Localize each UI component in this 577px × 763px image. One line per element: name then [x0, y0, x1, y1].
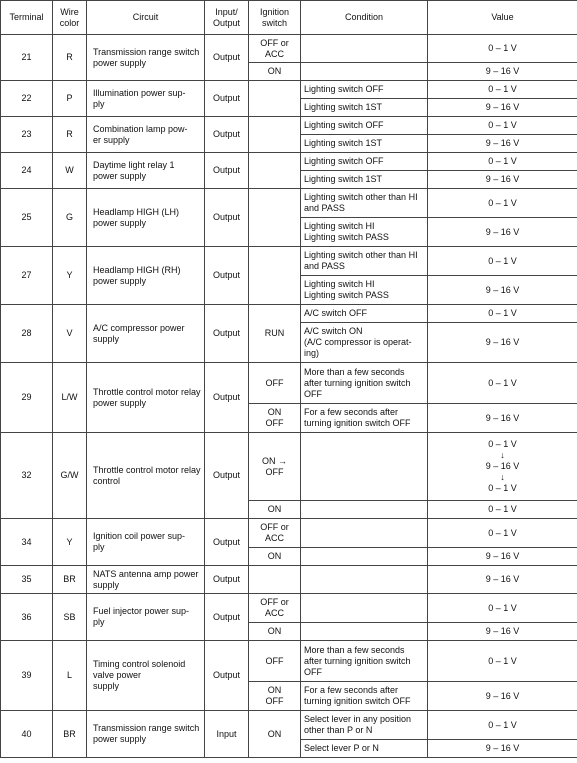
value-cell: 0 – 1 V: [428, 117, 577, 135]
value-cell: 9 – 16 V: [428, 135, 577, 153]
table-row: [1, 641, 577, 682]
ignition-switch-cell: ON: [249, 63, 301, 81]
wire-color-cell: SB: [53, 594, 87, 641]
table-row: [1, 189, 577, 218]
value-cell: 0 – 1 V: [428, 35, 577, 63]
value-cell: 9 – 16 V: [428, 99, 577, 117]
value-cell: 0 – 1 V: [428, 641, 577, 682]
input-output-cell: Output: [205, 566, 249, 594]
ignition-switch-cell: RUN: [249, 305, 301, 363]
condition-cell: Lighting switch OFF: [301, 81, 428, 99]
terminal-cell: 35: [1, 566, 53, 594]
ignition-switch-cell: [249, 153, 301, 189]
header-input-output: Input/ Output: [205, 1, 249, 35]
ignition-switch-cell: [249, 566, 301, 594]
condition-cell: Lighting switch other than HI and PASS: [301, 247, 428, 276]
condition-cell: A/C switch ON (A/C compressor is operat- ing): [301, 323, 428, 363]
header-value: Value: [428, 1, 577, 35]
circuit-cell: Headlamp HIGH (RH) power supply: [87, 247, 205, 305]
input-output-cell: Output: [205, 519, 249, 566]
header-row: [1, 1, 577, 35]
table-row: [1, 81, 577, 99]
table-header: [1, 1, 577, 35]
header-condition: Condition: [301, 1, 428, 35]
input-output-cell: Output: [205, 81, 249, 117]
table-row: [1, 519, 577, 548]
input-output-cell: Output: [205, 641, 249, 711]
input-output-cell: Output: [205, 247, 249, 305]
wire-color-cell: Y: [53, 519, 87, 566]
condition-cell: [301, 623, 428, 641]
ignition-switch-cell: ON → OFF: [249, 433, 301, 501]
condition-cell: [301, 548, 428, 566]
terminal-cell: 23: [1, 117, 53, 153]
wire-color-cell: V: [53, 305, 87, 363]
ignition-switch-cell: [249, 189, 301, 247]
header-wire-color: Wire color: [53, 1, 87, 35]
table-row: [1, 117, 577, 135]
ignition-switch-cell: ON: [249, 501, 301, 519]
input-output-cell: Input: [205, 711, 249, 758]
value-cell: 9 – 16 V: [428, 63, 577, 81]
wire-color-cell: G: [53, 189, 87, 247]
condition-cell: Lighting switch 1ST: [301, 135, 428, 153]
condition-cell: [301, 594, 428, 623]
input-output-cell: Output: [205, 363, 249, 433]
value-cell: 9 – 16 V: [428, 404, 577, 433]
value-cell: 0 – 1 V: [428, 501, 577, 519]
terminal-cell: 39: [1, 641, 53, 711]
table-row: [1, 566, 577, 594]
condition-cell: Lighting switch other than HI and PASS: [301, 189, 428, 218]
wire-color-cell: P: [53, 81, 87, 117]
condition-cell: Lighting switch 1ST: [301, 99, 428, 117]
ignition-switch-cell: OFF: [249, 641, 301, 682]
ignition-switch-cell: [249, 81, 301, 117]
circuit-cell: Throttle control motor relay control: [87, 433, 205, 519]
circuit-cell: Combination lamp pow- er supply: [87, 117, 205, 153]
header-circuit: Circuit: [87, 1, 205, 35]
condition-cell: For a few seconds after turning ignition switch OFF: [301, 682, 428, 711]
value-cell: 9 – 16 V: [428, 682, 577, 711]
header-ignition-switch: Ignition switch: [249, 1, 301, 35]
value-cell: 0 – 1 V: [428, 153, 577, 171]
table-row: [1, 594, 577, 623]
wire-color-cell: BR: [53, 711, 87, 758]
value-cell: 0 – 1 V: [428, 519, 577, 548]
condition-cell: Lighting switch 1ST: [301, 171, 428, 189]
value-cell: 9 – 16 V: [428, 548, 577, 566]
table-body: [1, 35, 577, 758]
wire-color-cell: BR: [53, 566, 87, 594]
terminal-cell: 34: [1, 519, 53, 566]
table-row: [1, 305, 577, 323]
terminal-cell: 22: [1, 81, 53, 117]
table-row: [1, 363, 577, 404]
terminal-cell: 29: [1, 363, 53, 433]
value-cell: 0 – 1 V: [428, 305, 577, 323]
ignition-switch-cell: OFF or ACC: [249, 35, 301, 63]
terminal-cell: 24: [1, 153, 53, 189]
condition-cell: [301, 63, 428, 81]
table-row: [1, 153, 577, 171]
ignition-switch-cell: ON: [249, 548, 301, 566]
ignition-switch-cell: OFF: [249, 363, 301, 404]
ignition-switch-cell: ON OFF: [249, 404, 301, 433]
circuit-cell: Fuel injector power sup- ply: [87, 594, 205, 641]
value-cell: 0 – 1 V: [428, 594, 577, 623]
table-row: [1, 433, 577, 501]
terminal-cell: 27: [1, 247, 53, 305]
wire-color-cell: L/W: [53, 363, 87, 433]
circuit-cell: Throttle control motor relay power supply: [87, 363, 205, 433]
ignition-switch-cell: ON: [249, 623, 301, 641]
ignition-switch-cell: ON OFF: [249, 682, 301, 711]
condition-cell: Lighting switch OFF: [301, 153, 428, 171]
wire-color-cell: W: [53, 153, 87, 189]
condition-cell: [301, 519, 428, 548]
table-row: [1, 247, 577, 276]
ignition-switch-cell: ON: [249, 711, 301, 758]
terminal-cell: 28: [1, 305, 53, 363]
condition-cell: For a few seconds after turning ignition switch OFF: [301, 404, 428, 433]
value-cell: 0 – 1 V ↓ 9 – 16 V ↓ 0 – 1 V: [428, 433, 577, 501]
input-output-cell: Output: [205, 594, 249, 641]
input-output-cell: Output: [205, 189, 249, 247]
ignition-switch-cell: [249, 117, 301, 153]
ignition-switch-cell: [249, 247, 301, 305]
value-cell: 9 – 16 V: [428, 218, 577, 247]
condition-cell: Select lever in any position other than P or N: [301, 711, 428, 740]
value-cell: 0 – 1 V: [428, 363, 577, 404]
condition-cell: [301, 35, 428, 63]
circuit-cell: Illumination power sup- ply: [87, 81, 205, 117]
value-cell: 9 – 16 V: [428, 323, 577, 363]
terminal-cell: 25: [1, 189, 53, 247]
ignition-switch-cell: OFF or ACC: [249, 519, 301, 548]
wire-color-cell: R: [53, 117, 87, 153]
input-output-cell: Output: [205, 305, 249, 363]
circuit-cell: Headlamp HIGH (LH) power supply: [87, 189, 205, 247]
value-cell: 9 – 16 V: [428, 740, 577, 758]
terminal-cell: 32: [1, 433, 53, 519]
condition-cell: Lighting switch OFF: [301, 117, 428, 135]
circuit-cell: Transmission range switch power supply: [87, 35, 205, 81]
circuit-cell: Daytime light relay 1 power supply: [87, 153, 205, 189]
input-output-cell: Output: [205, 433, 249, 519]
value-cell: 0 – 1 V: [428, 81, 577, 99]
condition-cell: More than a few seconds after turning ignition switch OFF: [301, 641, 428, 682]
value-cell: 9 – 16 V: [428, 171, 577, 189]
condition-cell: Lighting switch HI Lighting switch PASS: [301, 218, 428, 247]
table-row: [1, 711, 577, 740]
condition-cell: Select lever P or N: [301, 740, 428, 758]
header-terminal: Terminal: [1, 1, 53, 35]
input-output-cell: Output: [205, 35, 249, 81]
condition-cell: Lighting switch HI Lighting switch PASS: [301, 276, 428, 305]
wire-color-cell: G/W: [53, 433, 87, 519]
circuit-cell: Timing control solenoid valve power supply: [87, 641, 205, 711]
condition-cell: A/C switch OFF: [301, 305, 428, 323]
value-cell: 9 – 16 V: [428, 276, 577, 305]
circuit-cell: Transmission range switch power supply: [87, 711, 205, 758]
circuit-cell: Ignition coil power sup- ply: [87, 519, 205, 566]
condition-cell: More than a few seconds after turning ignition switch OFF: [301, 363, 428, 404]
circuit-cell: NATS antenna amp power supply: [87, 566, 205, 594]
condition-cell: [301, 433, 428, 501]
wire-color-cell: R: [53, 35, 87, 81]
terminal-cell: 21: [1, 35, 53, 81]
value-cell: 0 – 1 V: [428, 711, 577, 740]
terminal-cell: 36: [1, 594, 53, 641]
ignition-switch-cell: OFF or ACC: [249, 594, 301, 623]
table-row: [1, 35, 577, 63]
wire-color-cell: L: [53, 641, 87, 711]
value-cell: 9 – 16 V: [428, 566, 577, 594]
input-output-cell: Output: [205, 153, 249, 189]
wire-color-cell: Y: [53, 247, 87, 305]
value-cell: 0 – 1 V: [428, 247, 577, 276]
condition-cell: [301, 566, 428, 594]
input-output-cell: Output: [205, 117, 249, 153]
value-cell: 0 – 1 V: [428, 189, 577, 218]
value-cell: 9 – 16 V: [428, 623, 577, 641]
terminal-cell: 40: [1, 711, 53, 758]
condition-cell: [301, 501, 428, 519]
circuit-cell: A/C compressor power supply: [87, 305, 205, 363]
